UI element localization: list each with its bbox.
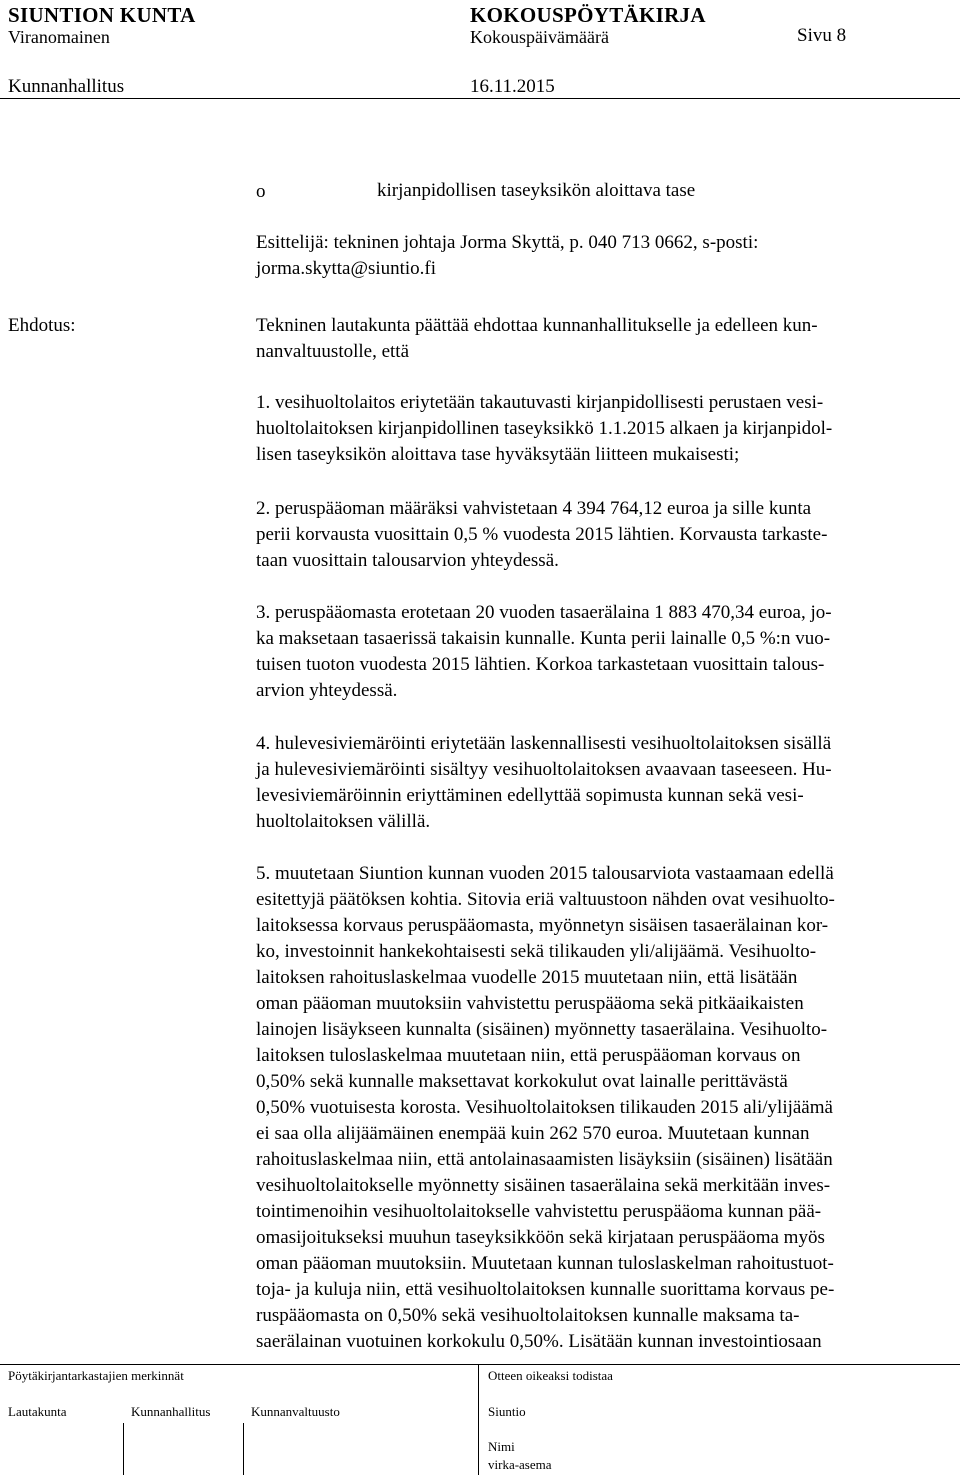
item-1 <box>256 390 948 468</box>
item-line: perii korvausta vuosittain 0,5 % vuodesta 2015 lähtien. Korvausta tarkaste- <box>256 524 828 545</box>
footer-column-divider <box>243 1423 244 1475</box>
footer-kunnanhallitus: Kunnanhallitus <box>131 1404 211 1419</box>
item-line: arvion yhteydessä. <box>256 680 398 701</box>
item-line: 1. vesihuoltolaitos eriytetään takautuvasti kirjanpidollisesti perustaen vesi- <box>256 392 824 413</box>
footer-column-divider <box>478 1364 479 1475</box>
item-line: oman pääoman muutoksiin vahvistettu peruspääoma sekä pitkäaikaisten <box>256 993 804 1014</box>
item-line: taan vuosittain talousarvion yhteydessä. <box>256 550 559 571</box>
item-2 <box>256 496 948 574</box>
footer-kunnanvaltuusto: Kunnanvaltuusto <box>251 1404 340 1419</box>
item-line: rahoituslaskelmaa niin, että antolainasaamisten lisäyksiin (sisäinen) lisätään <box>256 1149 833 1170</box>
item-line: ruspääomasta on 0,50% sekä vesihuoltolaitoksen kunnalle maksama ta- <box>256 1305 800 1326</box>
item-line: lisen taseyksikön aloittava tase hyväksytään liitteen mukaisesti; <box>256 444 740 465</box>
item-line: oman pääoman muutoksiin. Muutetaan kunnan tuloslaskelman rahoitustuot- <box>256 1253 834 1274</box>
presenter-block <box>256 230 948 282</box>
item-line: 2. peruspääoman määräksi vahvistetaan 4 394 764,12 euroa ja sille kunta <box>256 498 812 519</box>
item-line: 3. peruspääomasta erotetaan 20 vuoden tasaerälaina 1 883 470,34 euroa, jo- <box>256 602 832 623</box>
item-4 <box>256 731 948 835</box>
item-line: ka maksetaan tasaerissä takaisin kunnalle. Kunta perii lainalle 0,5 %:n vuo- <box>256 628 831 649</box>
item-line: 5. muutetaan Siuntion kunnan vuoden 2015 talousarviota vastaamaan edellä <box>256 863 834 884</box>
item-line: laitoksen tuloslaskelmaa muutetaan niin, että peruspääoman korvaus on <box>256 1045 801 1066</box>
item-line: ko, investoinnit hankekohtaisesti sekä tilikauden yli/alijäämä. Vesihuolto- <box>256 941 817 962</box>
bullet-text: kirjanpidollisen taseyksikön aloittava tase <box>377 180 696 201</box>
org-name: SIUNTION KUNTA <box>8 3 196 27</box>
item-line: 4. hulevesiviemäröinti eriytetään laskennallisesti vesihuoltolaitoksen sisällä <box>256 733 832 754</box>
item-line: levesiviemäröinnin eriyttäminen edellyttää sopimusta kunnan sekä vesi- <box>256 785 804 806</box>
item-3 <box>256 600 948 704</box>
authority: Kunnanhallitus <box>8 76 125 97</box>
proposal-label: Ehdotus: <box>8 315 76 336</box>
footer-name-label: Nimi <box>488 1439 515 1454</box>
page-number: Sivu 8 <box>797 25 847 46</box>
certified-label: Otteen oikeaksi todistaa <box>488 1368 613 1383</box>
item-line: laitoksessa korvaus peruspääomasta, myönnetyn sisäisen tasaerälainan kor- <box>256 915 829 936</box>
item-line: 0,50% sekä kunnalle maksettavat korkokulut ovat lainalle perittävästä <box>256 1071 788 1092</box>
item-line: ja hulevesiviemäröinti sisältyy vesihuoltolaitoksen avaavaan taseeseen. Hu- <box>256 759 832 780</box>
presenter-line: Esittelijä: tekninen johtaja Jorma Skyttä, p. 040 713 0662, s-posti: <box>256 232 759 253</box>
item-line: laitoksen rahoituslaskelmaa vuodelle 2015 muutetaan niin, että lisätään <box>256 967 798 988</box>
document-type: KOKOUSPÖYTÄKIRJA <box>470 3 706 27</box>
item-line: lainojen lisäykseen kunnalta (sisäinen) myönnetty tasaerälaina. Vesihuolto- <box>256 1019 828 1040</box>
item-line: ei saa olla alijäämäinen enempää kuin 262 570 euroa. Muutetaan kunnan <box>256 1123 810 1144</box>
footer-place: Siuntio <box>488 1404 526 1419</box>
item-line: tointimenoihin vesihuoltolaitokselle vahvistettu peruspääoma kunnan pää- <box>256 1201 822 1222</box>
footer-divider <box>0 1364 960 1365</box>
meeting-date: 16.11.2015 <box>470 76 555 97</box>
item-line: tuisen tuoton vuodesta 2015 lähtien. Korkoa tarkastetaan vuosittain talous- <box>256 654 825 675</box>
presenter-email: jorma.skytta@siuntio.fi <box>256 258 437 279</box>
item-5 <box>256 861 948 1355</box>
item-line: esitettyjä päätöksen kohtia. Sitovia eriä valtuustoon nähden ovat vesihuolto- <box>256 889 835 910</box>
intro-line: nanvaltuustolle, että <box>256 341 410 362</box>
item-line: toja- ja kuluja niin, että vesihuoltolaitoksen kunnalle suorittama korvaus pe- <box>256 1279 835 1300</box>
footer-lautakunta: Lautakunta <box>8 1404 67 1419</box>
item-line: huoltolaitoksen välillä. <box>256 811 431 832</box>
authority-label: Viranomainen <box>8 27 110 47</box>
date-label: Kokouspäivämäärä <box>470 27 609 47</box>
item-line: vesihuoltolaitokselle myönnetty sisäinen tasaerälaina sekä merkitään inves- <box>256 1175 831 1196</box>
footer-title-label: virka-asema <box>488 1457 552 1472</box>
item-line: huoltolaitoksen kirjanpidollinen taseyksikkö 1.1.2015 alkaen ja kirjanpidol- <box>256 418 833 439</box>
intro-line: Tekninen lautakunta päättää ehdottaa kunnanhallitukselle ja edelleen kun- <box>256 315 818 336</box>
header-divider <box>0 98 960 99</box>
item-line: omasijoitukseksi muuhun taseyksikköön sekä kirjataan peruspääoma myös <box>256 1227 825 1248</box>
proposal-intro <box>256 313 948 365</box>
footer-column-divider <box>123 1423 124 1475</box>
bullet-marker: o <box>256 181 266 202</box>
reviewers-label: Pöytäkirjantarkastajien merkinnät <box>8 1368 184 1383</box>
item-line: saerälainan vuotuinen korkokulu 0,50%. Lisätään kunnan investointiosaan <box>256 1331 822 1352</box>
item-line: 0,50% vuotuisesta korosta. Vesihuoltolaitoksen tilikauden 2015 ali/ylijäämä <box>256 1097 833 1118</box>
